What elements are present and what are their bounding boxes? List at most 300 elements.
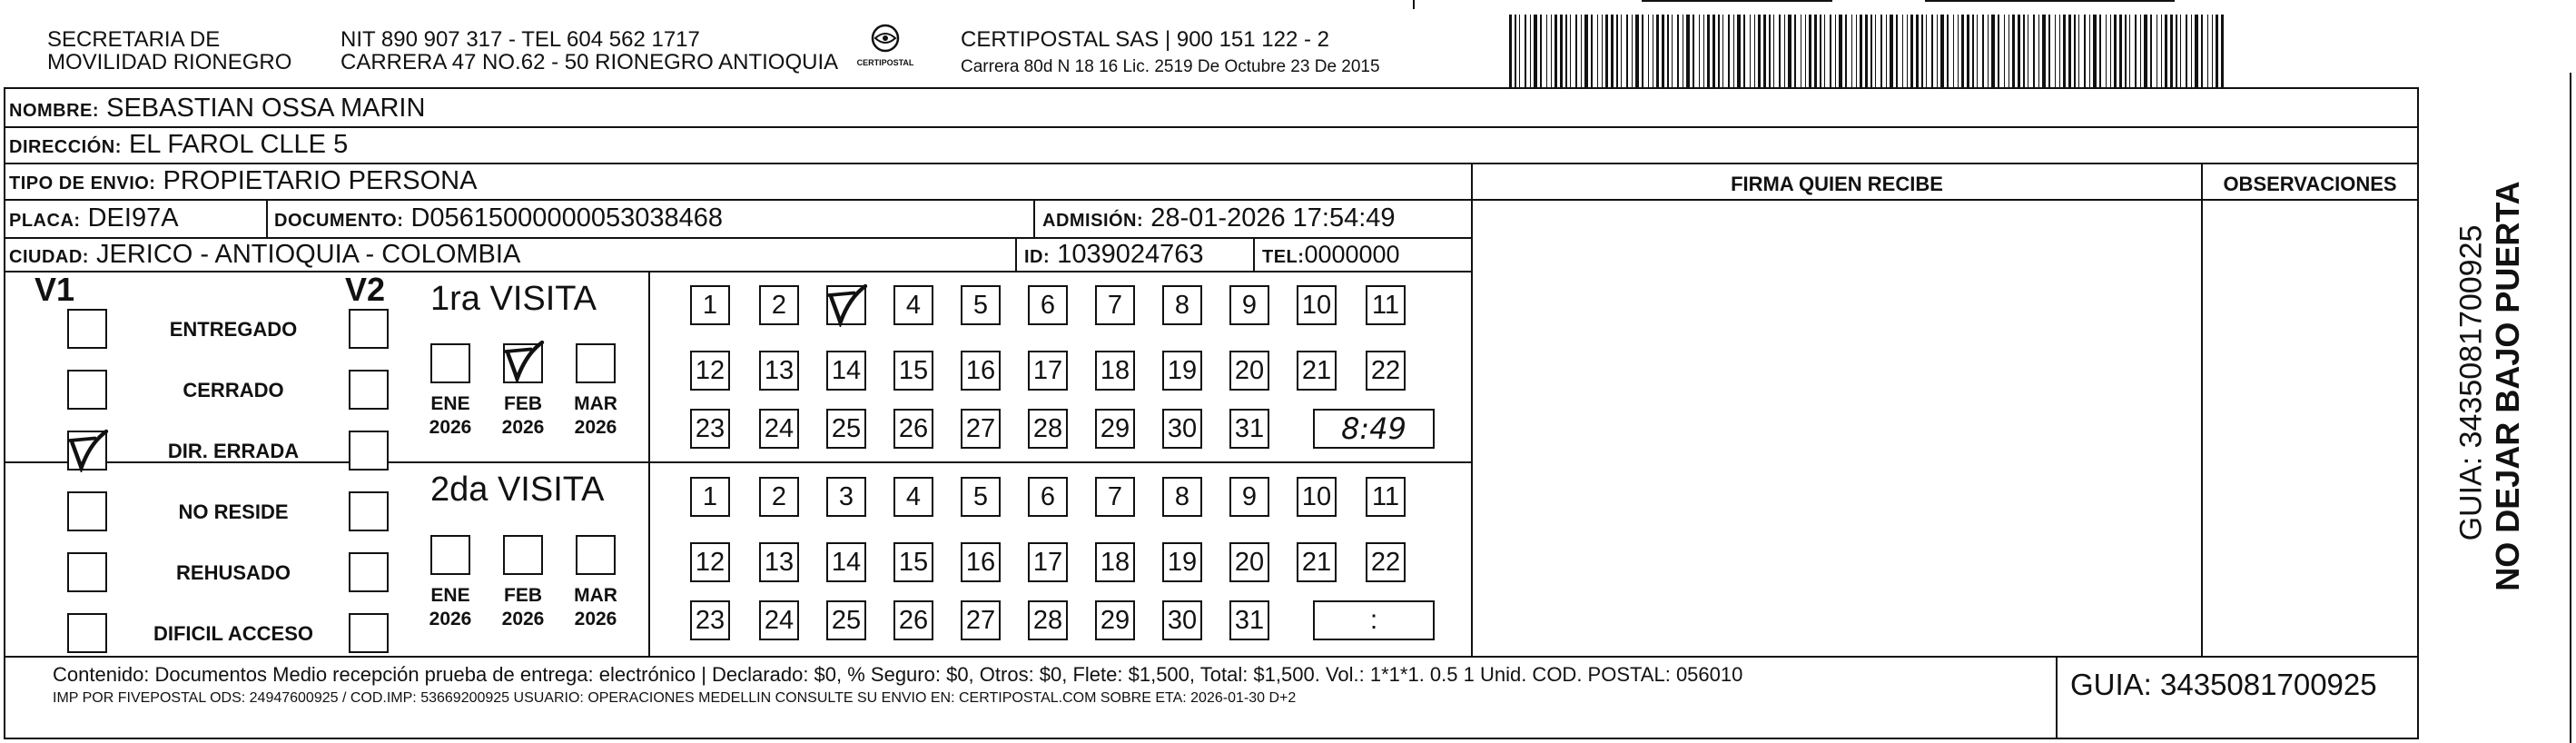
barcode-bar [1824, 15, 1825, 87]
barcode-bar [2008, 15, 2009, 87]
visit-2-month-checkbox-mar[interactable] [576, 535, 616, 575]
barcode-bar [1540, 15, 1542, 87]
barcode-bar [1733, 15, 1734, 87]
barcode-bar [1961, 15, 1964, 87]
v2-checkbox-3[interactable] [349, 431, 389, 471]
barcode-bar [1693, 15, 1694, 87]
barcode-bar [1546, 15, 1547, 87]
barcode-bar [1794, 15, 1796, 87]
admision-row [1042, 203, 1396, 236]
visit-2-day-10[interactable]: 10 [1297, 477, 1337, 517]
month-year: 2026 [574, 609, 617, 629]
barcode-bar [1672, 15, 1673, 87]
v1-checkbox-1[interactable] [67, 309, 107, 349]
barcode-bar [1845, 15, 1847, 87]
visit-1-day-15[interactable]: 15 [893, 351, 933, 391]
id-row [1024, 239, 1204, 272]
visit-2-title: 2da VISITA [430, 471, 605, 509]
barcode-bar [1602, 15, 1603, 87]
visit-1-day-24[interactable]: 24 [759, 409, 799, 449]
visit-2-day-27[interactable]: 27 [961, 600, 1001, 640]
visit-1-day-18[interactable]: 18 [1095, 351, 1135, 391]
barcode-bar [2033, 15, 2035, 87]
visit-2-month-label [425, 584, 476, 631]
visit-2-day-2[interactable]: 2 [759, 477, 799, 517]
barcode-bar [1554, 15, 1557, 87]
barcode-bar [1972, 15, 1974, 87]
visit-1-day-3[interactable]: 3 [826, 285, 866, 325]
visit-1-month-checkbox-feb[interactable] [503, 343, 543, 383]
visit-2-day-11[interactable]: 11 [1366, 477, 1406, 517]
id-label: ID: [1024, 247, 1051, 267]
month-year: 2026 [501, 609, 545, 629]
barcode-bar [2063, 15, 2066, 87]
barcode-bar [1784, 15, 1785, 87]
visit-1-day-6[interactable]: 6 [1028, 285, 1068, 325]
barcode-bar [2129, 15, 2130, 87]
visit-1-day-2[interactable]: 2 [759, 285, 799, 325]
barcode-bar [1712, 15, 1715, 87]
visit-2-month-label [498, 584, 548, 631]
barcode-bar [2140, 15, 2141, 87]
visit-1-day-4[interactable]: 4 [893, 285, 933, 325]
visit-1-day-30[interactable]: 30 [1162, 409, 1202, 449]
visit-1-day-14[interactable]: 14 [826, 351, 866, 391]
barcode-bar [1584, 15, 1588, 87]
visit-2-day-15[interactable]: 15 [893, 542, 933, 582]
barcode-bar [1947, 15, 1949, 87]
barcode-bar [1880, 15, 1882, 87]
barcode-bar [1597, 15, 1598, 87]
visit-1-day-12[interactable]: 12 [690, 351, 730, 391]
top-rule-right [1925, 0, 2175, 2]
barcode-bar [1519, 15, 1520, 87]
barcode-bar [1648, 15, 1649, 87]
barcode-bar [1565, 15, 1567, 87]
barcode-bar [1551, 15, 1552, 87]
barcode-bar [1830, 15, 1831, 87]
barcode-bar [1998, 15, 1999, 87]
v2-checkbox-5[interactable] [349, 552, 389, 592]
visit-1-time-box[interactable]: 8:49 [1313, 409, 1435, 449]
visit-1-day-31[interactable]: 31 [1229, 409, 1269, 449]
barcode-bar [2191, 15, 2192, 87]
barcode-bar [2221, 15, 2224, 87]
barcode-bar [1662, 15, 1664, 87]
barcode-bar [1581, 15, 1582, 87]
direccion-label: DIRECCIÓN: [9, 137, 122, 157]
barcode-bar [2004, 15, 2005, 87]
visit-2-day-5[interactable]: 5 [961, 477, 1001, 517]
carrier-address: Carrera 80d N 18 16 Lic. 2519 De Octubre 23 De 2015 [961, 57, 1380, 76]
barcode-bar [2165, 15, 2167, 87]
visit-2-day-13[interactable]: 13 [759, 542, 799, 582]
barcode-bar [1635, 15, 1639, 87]
barcode-bar [1870, 15, 1872, 87]
barcode-bar [1982, 15, 1984, 87]
visit-2-day-7[interactable]: 7 [1095, 477, 1135, 517]
tel-rule [1253, 237, 1255, 271]
barcode-bar [1718, 15, 1720, 87]
barcode-bar [1896, 15, 1898, 87]
barcode-bar [1560, 15, 1563, 87]
barcode-bar [1591, 15, 1593, 87]
barcode-bar [1875, 15, 1876, 87]
v1-checkbox-2[interactable] [67, 370, 107, 410]
tipo-value: PROPIETARIO PERSONA [163, 166, 478, 195]
visit-2-month-checkbox-ene[interactable] [430, 535, 470, 575]
tel-value: 0000000 [1304, 241, 1400, 268]
documento-label: DOCUMENTO: [274, 211, 404, 231]
barcode-bar [1860, 15, 1862, 87]
guia-box: GUIA: 3435081700925 [2070, 668, 2377, 701]
v2-checkbox-1[interactable] [349, 309, 389, 349]
barcode-bar [1865, 15, 1868, 87]
tel-label: TEL: [1262, 247, 1305, 267]
barcode-bar [1769, 15, 1771, 87]
status-option-label: ENTREGADO [169, 318, 298, 341]
observaciones-header: OBSERVACIONES [2223, 173, 2397, 195]
visit-2-day-29[interactable]: 29 [1095, 600, 1135, 640]
barcode-bar [1958, 15, 1959, 87]
barcode-bar [1686, 15, 1690, 87]
barcode-bar [1750, 15, 1751, 87]
month-year: 2026 [501, 417, 545, 438]
visit-1-month-checkbox-ene[interactable] [430, 343, 470, 383]
admision-value: 28-01-2026 17:54:49 [1150, 203, 1396, 233]
placa-row [9, 203, 179, 236]
status-option-label: REHUSADO [176, 561, 291, 584]
nombre-row [9, 93, 425, 126]
barcode-bar [2110, 15, 2111, 87]
visit-1-day-29[interactable]: 29 [1095, 409, 1135, 449]
barcode-bar [2135, 15, 2137, 87]
barcode-bar [1788, 15, 1791, 87]
visit-2-day-21[interactable]: 21 [1297, 542, 1337, 582]
barcode-bar [2093, 15, 2097, 87]
visit-1-day-20[interactable]: 20 [1229, 351, 1269, 391]
barcode-bar [1534, 15, 1537, 87]
visit-days-rule [648, 271, 650, 656]
barcode-bar [1626, 15, 1628, 87]
visit-2-day-12[interactable]: 12 [690, 542, 730, 582]
edge-rule [2570, 73, 2571, 743]
carrier-name: CERTIPOSTAL SAS | 900 151 122 - 2 [961, 27, 1329, 52]
sender-name-line2: MOVILIDAD RIONEGRO [47, 50, 292, 74]
v1-checkbox-6[interactable] [67, 613, 107, 653]
visit-1-day-13[interactable]: 13 [759, 351, 799, 391]
visit-1-title: 1ra VISITA [430, 280, 597, 318]
month-year: 2026 [574, 417, 617, 438]
visit-2-day-22[interactable]: 22 [1366, 542, 1406, 582]
barcode-bar [2099, 15, 2101, 87]
barcode-bar [1910, 15, 1913, 87]
visit-2-day-1[interactable]: 1 [690, 477, 730, 517]
barcode-bar [2012, 15, 2015, 87]
barcode-icon [1507, 15, 2229, 87]
id-rule [1015, 237, 1017, 271]
barcode-bar [1886, 15, 1887, 87]
barcode-bar [2176, 15, 2177, 87]
nombre-value: SEBASTIAN OSSA MARIN [106, 94, 426, 123]
barcode-bar [2144, 15, 2147, 87]
v1-checkbox-3[interactable] [67, 431, 107, 471]
right-rule [2417, 87, 2419, 739]
visit-1-day-5[interactable]: 5 [961, 285, 1001, 325]
visit-1-month-label [425, 392, 476, 440]
visit-1-day-7[interactable]: 7 [1095, 285, 1135, 325]
visit-2-day-9[interactable]: 9 [1229, 477, 1269, 517]
side-guia: GUIA: 3435081700925 [2453, 224, 2489, 541]
visit-2-day-19[interactable]: 19 [1162, 542, 1202, 582]
barcode-bar [1921, 15, 1923, 87]
barcode-bar [1570, 15, 1571, 87]
status-option-label: NO RESIDE [178, 500, 289, 523]
visit-1-day-1[interactable]: 1 [690, 285, 730, 325]
barcode-bar [2038, 15, 2039, 87]
barcode-bar [1763, 15, 1766, 87]
guia-box-rule [2056, 656, 2058, 739]
placa-label: PLACA: [9, 211, 81, 231]
barcode-bar [2048, 15, 2050, 87]
sender-name-line1: SECRETARIA DE [47, 27, 221, 52]
barcode-bar [1926, 15, 1927, 87]
visit-1-day-19[interactable]: 19 [1162, 351, 1202, 391]
visit-2-day-24[interactable]: 24 [759, 600, 799, 640]
barcode-bar [2201, 15, 2203, 87]
visit-2-day-31[interactable]: 31 [1229, 600, 1269, 640]
visit-1-day-25[interactable]: 25 [826, 409, 866, 449]
visit-1-day-10[interactable]: 10 [1297, 285, 1337, 325]
barcode-bar [1758, 15, 1761, 87]
barcode-bar [1509, 15, 1512, 87]
visit-1-day-8[interactable]: 8 [1162, 285, 1202, 325]
placa-value: DEI97A [87, 203, 179, 233]
barcode-bar [1611, 15, 1614, 87]
barcode-bar [1621, 15, 1622, 87]
visit-1-day-22[interactable]: 22 [1366, 351, 1406, 391]
barcode-bar [1743, 15, 1745, 87]
side-warning: NO DEJAR BAJO PUERTA [2489, 181, 2526, 591]
visit-2-month-checkbox-feb[interactable] [503, 535, 543, 575]
visit-1-day-23[interactable]: 23 [690, 409, 730, 449]
barcode-bar [2125, 15, 2127, 87]
visit-2-day-28[interactable]: 28 [1028, 600, 1068, 640]
visit-2-day-6[interactable]: 6 [1028, 477, 1068, 517]
firma-left-rule [1471, 163, 1473, 656]
barcode-bar [1820, 15, 1821, 87]
direccion-value: EL FAROL CLLE 5 [128, 130, 349, 159]
barcode-bar [2212, 15, 2213, 87]
barcode-bar [2186, 15, 2187, 87]
admision-label: ADMISIÓN: [1042, 211, 1144, 231]
barcode-bar [1916, 15, 1919, 87]
ciudad-row [9, 239, 520, 272]
barcode-bar [1779, 15, 1781, 87]
visit-2-day-3[interactable]: 3 [826, 477, 866, 517]
barcode-bar [2150, 15, 2152, 87]
barcode-bar [1667, 15, 1669, 87]
row-rule-2 [4, 163, 2419, 164]
barcode-bar [1907, 15, 1908, 87]
barcode-bar [1988, 15, 1989, 87]
barcode-bar [2161, 15, 2162, 87]
barcode-bar [2074, 15, 2076, 87]
barcode-bar [1814, 15, 1817, 87]
logo-text: CERTIPOSTAL [856, 58, 914, 67]
v2-checkbox-6[interactable] [349, 613, 389, 653]
barcode-bar [1525, 15, 1526, 87]
visit-1-day-16[interactable]: 16 [961, 351, 1001, 391]
barcode-bar [1515, 15, 1516, 87]
barcode-bar [1699, 15, 1700, 87]
barcode-bar [2042, 15, 2046, 87]
barcode-bar [2084, 15, 2086, 87]
barcode-bar [1839, 15, 1842, 87]
visit-1-month-label [570, 392, 621, 440]
barcode-bar [2195, 15, 2198, 87]
month-year: 2026 [429, 417, 472, 438]
barcode-bar [2180, 15, 2181, 87]
ciudad-label: CIUDAD: [9, 247, 89, 267]
barcode-bar [1967, 15, 1969, 87]
barcode-bar [1890, 15, 1893, 87]
tipo-row [9, 165, 477, 199]
row-rule-3 [4, 199, 1471, 201]
status-option-label: DIR. ERRADA [167, 440, 300, 462]
barcode-bar [1605, 15, 1608, 87]
barcode-bar [1991, 15, 1995, 87]
visit-1-month-label [498, 392, 548, 440]
visit-2-day-18[interactable]: 18 [1095, 542, 1135, 582]
month-year: 2026 [429, 609, 472, 629]
documento-row [274, 203, 723, 236]
barcode-bar [1851, 15, 1852, 87]
barcode-bar [2207, 15, 2208, 87]
admision-rule [1033, 199, 1035, 237]
barcode-bar [2068, 15, 2071, 87]
top-rule-left [1642, 0, 1832, 2]
barcode-bar [1953, 15, 1954, 87]
sender-nit: NIT 890 907 317 - TEL 604 562 1717 [341, 27, 700, 52]
barcode-bar [1977, 15, 1978, 87]
barcode-bar [1856, 15, 1857, 87]
direccion-row [9, 129, 348, 163]
certipostal-logo-icon [849, 23, 922, 75]
top-tick [1413, 0, 1415, 9]
visit-2-day-16[interactable]: 16 [961, 542, 1001, 582]
visit-1-month-checkbox-mar[interactable] [576, 343, 616, 383]
visit-2-day-30[interactable]: 30 [1162, 600, 1202, 640]
barcode-bar [1530, 15, 1531, 87]
visit-2-time-box[interactable]: : [1313, 600, 1435, 640]
barcode-bar [1754, 15, 1755, 87]
barcode-bar [1902, 15, 1903, 87]
barcode-bar [2078, 15, 2079, 87]
month-name: ENE [430, 585, 470, 606]
barcode-bar [1616, 15, 1618, 87]
barcode-bar [1940, 15, 1944, 87]
barcode-bar [1707, 15, 1710, 87]
barcode-bar [1773, 15, 1774, 87]
barcode-bar [1805, 15, 1806, 87]
barcode-bar [2106, 15, 2107, 87]
status-option-label: DIFICIL ACCESO [153, 622, 313, 645]
v1-checkbox-4[interactable] [67, 491, 107, 531]
barcode-bar [2089, 15, 2090, 87]
barcode-bar [1703, 15, 1704, 87]
visit-2-day-17[interactable]: 17 [1028, 542, 1068, 582]
v1-header: V1 [35, 271, 75, 308]
barcode-bar [1642, 15, 1643, 87]
tipo-label: TIPO DE ENVIO: [9, 173, 156, 193]
barcode-bar [2114, 15, 2117, 87]
id-value: 1039024763 [1057, 240, 1204, 269]
visit-1-day-26[interactable]: 26 [893, 409, 933, 449]
visit-2-day-26[interactable]: 26 [893, 600, 933, 640]
placa-doc-rule [266, 199, 268, 237]
row-rule-3b [1471, 199, 2419, 201]
ciudad-value: JERICO - ANTIOQUIA - COLOMBIA [96, 240, 521, 269]
visit-1-day-11[interactable]: 11 [1366, 285, 1406, 325]
visit-1-day-28[interactable]: 28 [1028, 409, 1068, 449]
month-name: FEB [504, 393, 542, 414]
barcode-bar [1809, 15, 1811, 87]
visit-2-day-4[interactable]: 4 [893, 477, 933, 517]
visit-1-day-17[interactable]: 17 [1028, 351, 1068, 391]
tel-row [1262, 239, 1400, 272]
barcode-bar [2023, 15, 2025, 87]
visit-2-day-8[interactable]: 8 [1162, 477, 1202, 517]
barcode-bar [2216, 15, 2218, 87]
firma-header: FIRMA QUIEN RECIBE [1731, 173, 1943, 195]
visit-1-day-27[interactable]: 27 [961, 409, 1001, 449]
barcode-bar [1677, 15, 1679, 87]
barcode-bar [1937, 15, 1938, 87]
barcode-bar [1722, 15, 1723, 87]
documento-value: D05615000000053038468 [410, 203, 723, 233]
visit-2-day-14[interactable]: 14 [826, 542, 866, 582]
barcode-bar [1737, 15, 1741, 87]
month-name: MAR [574, 393, 617, 414]
v2-checkbox-4[interactable] [349, 491, 389, 531]
visit-1-day-9[interactable]: 9 [1229, 285, 1269, 325]
v2-checkbox-2[interactable] [349, 370, 389, 410]
barcode-bar [2119, 15, 2122, 87]
barcode-bar [1728, 15, 1730, 87]
status-option-label: CERRADO [183, 379, 284, 401]
barcode-bar [2059, 15, 2060, 87]
month-name: MAR [574, 585, 617, 606]
observaciones-left-rule [2201, 163, 2203, 656]
barcode-bar [1931, 15, 1933, 87]
v2-header: V2 [345, 271, 386, 308]
visit-2-day-23[interactable]: 23 [690, 600, 730, 640]
imp-line: IMP POR FIVEPOSTAL ODS: 24947600925 / COD.IMP: 53669200925 USUARIO: OPERACIONES MEDELLIN CONSULTE SU ENVIO EN: CERTIPOSTAL.COM SOBRE ETA: 2026-01-30 D+2 [53, 690, 1297, 706]
barcode-bar [2055, 15, 2056, 87]
barcode-bar [1656, 15, 1659, 87]
visit-2-month-label [570, 584, 621, 631]
barcode-bar [1575, 15, 1577, 87]
visit-1-day-21[interactable]: 21 [1297, 351, 1337, 391]
visit-2-day-20[interactable]: 20 [1229, 542, 1269, 582]
barcode-bar [1835, 15, 1836, 87]
visit-2-day-25[interactable]: 25 [826, 600, 866, 640]
nombre-label: NOMBRE: [9, 101, 100, 121]
contenido-line: Contenido: Documentos Medio recepción prueba de entrega: electrónico | Declarado: $0, % Seguro: $0, Otros: $0, Flete: $1,500, Total: $1,500. Vol.: 1*1*1. 0.5 1 Unid. COD. POSTAL: 056010 [53, 663, 1743, 686]
barcode-bar [2018, 15, 2020, 87]
v1-checkbox-5[interactable] [67, 552, 107, 592]
